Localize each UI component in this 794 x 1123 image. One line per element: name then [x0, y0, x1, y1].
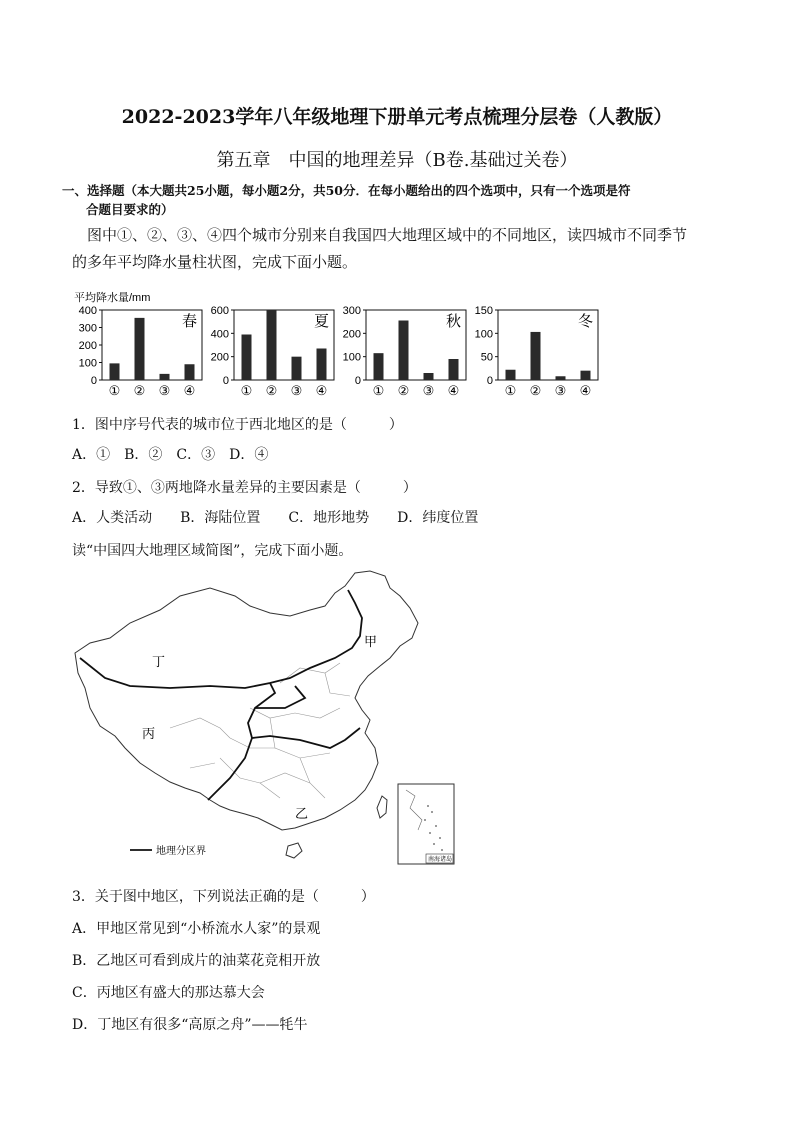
intro-paragraph-2: 读“中国四大地理区域简图”，完成下面小题。: [72, 543, 353, 559]
chart-bar: [374, 353, 384, 380]
chart-category-label: ②: [397, 383, 410, 398]
q2-stem: 2．导致①、③两地降水量差异的主要因素是（ ）: [72, 480, 417, 496]
chart-ytick-label: 200: [210, 351, 229, 364]
division-lines: [80, 590, 362, 800]
chart-bar: [424, 373, 434, 380]
chart-bar: [556, 376, 566, 380]
precipitation-chart-svg: [72, 290, 632, 400]
south-china-sea-inset: [398, 784, 454, 864]
china-regions-map: [70, 568, 460, 868]
region-label-ding: 丁: [152, 655, 166, 670]
page-title: 2022-2023学年八年级地理下册单元考点梳理分层卷（人教版）: [121, 106, 673, 128]
chart-category-label: ③: [158, 383, 171, 398]
region-label-bing: 丙: [142, 727, 156, 742]
q3-stem: 3．关于图中地区，下列说法正确的是（ ）: [72, 889, 375, 905]
question-2: [72, 477, 478, 527]
q2-options: A．人类活动 B．海陆位置 C．地形地势 D．纬度位置: [72, 510, 479, 526]
chapter-subtitle: 第五章 中国的地理差异（B卷.基础过关卷）: [216, 150, 578, 171]
section-heading: [62, 181, 742, 219]
chart-ytick-label: 100: [342, 351, 361, 364]
chart-season-label: 冬: [578, 313, 594, 330]
section-heading-line2: 合题目要求的）: [86, 202, 174, 217]
chart-bar: [506, 370, 516, 380]
chart-season-label: 春: [182, 313, 198, 330]
chart-bar: [449, 359, 459, 380]
chart-category-label: ②: [265, 383, 278, 398]
question-3: [72, 881, 375, 1041]
q3-option-c: C．丙地区有盛大的那达慕大会: [72, 985, 265, 1001]
chart-category-label: ④: [315, 383, 328, 398]
section-heading-line1: 一、选择题（本大题共25小题，每小题2分，共50分．在每小题给出的四个选项中，只有一个选项是符: [62, 183, 631, 198]
chart-ytick-label: 200: [342, 328, 361, 341]
province-boundaries: [170, 663, 350, 798]
chart-ytick-label: 0: [90, 375, 97, 387]
chart-bar: [292, 357, 302, 380]
chart-bar: [135, 318, 145, 380]
chart-ytick-label: 400: [78, 305, 97, 317]
chart-bar: [581, 371, 591, 380]
chart-category-label: ③: [422, 383, 435, 398]
chart-ytick-label: 200: [78, 340, 97, 352]
inset-label: 南海诸岛: [428, 856, 453, 863]
chart-bar: [242, 335, 252, 381]
china-outline: [75, 571, 418, 830]
chart-ytick-label: 100: [474, 328, 493, 341]
chart-season-label: 秋: [446, 313, 462, 330]
chart-bar: [267, 310, 277, 380]
chart-ytick-label: 400: [210, 328, 229, 341]
region-label-jia: 甲: [364, 635, 378, 650]
intro1-line1: 图中①、②、③、④四个城市分别来自我国四大地理区域中的不同地区，读四城市不同季节: [87, 226, 688, 244]
region-label-yi: 乙: [295, 807, 309, 822]
chart-season-label: 夏: [314, 313, 330, 330]
chart-category-label: ③: [290, 383, 303, 398]
chart-bar: [160, 374, 170, 380]
chart-ytick-label: 0: [222, 375, 229, 387]
chart-ytick-label: 0: [486, 375, 493, 387]
q3-option-a: A．甲地区常见到“小桥流水人家”的景观: [72, 921, 321, 937]
q3-option-d: D．丁地区有很多“高原之舟”——牦牛: [72, 1017, 308, 1033]
precipitation-chart: [72, 290, 632, 400]
chart-category-label: ①: [372, 383, 385, 398]
chart-ytick-label: 50: [480, 351, 493, 364]
legend-label: 地理分区界: [156, 846, 206, 857]
china-regions-map-svg: [70, 568, 460, 868]
q1-stem: 1．图中序号代表的城市位于西北地区的是（ ）: [72, 417, 403, 433]
chart-bar: [531, 332, 541, 380]
intro1-line2: 的多年平均降水量柱状图，完成下面小题。: [72, 253, 358, 271]
q3-option-b: B．乙地区可看到成片的油菜花竞相开放: [72, 953, 321, 969]
intro-paragraph-1: [72, 222, 752, 276]
chart-ytick-label: 0: [354, 375, 361, 387]
chart-category-label: ②: [529, 383, 542, 398]
chart-ylabel: 平均降水量/mm: [74, 292, 151, 304]
chart-bar: [399, 321, 409, 381]
chart-bar: [185, 364, 195, 380]
chart-category-label: ④: [183, 383, 196, 398]
chart-category-label: ②: [133, 383, 146, 398]
taiwan-island: [377, 796, 387, 818]
chart-category-label: ③: [554, 383, 567, 398]
chart-ytick-label: 300: [78, 322, 97, 335]
chart-category-label: ④: [447, 383, 460, 398]
chart-category-label: ①: [108, 383, 121, 398]
chart-category-label: ④: [579, 383, 592, 398]
hainan-island: [286, 843, 302, 858]
chart-ytick-label: 100: [78, 357, 97, 370]
question-1: [72, 414, 403, 464]
chart-ytick-label: 300: [342, 305, 361, 317]
chart-ytick-label: 600: [210, 305, 229, 317]
chart-category-label: ①: [504, 383, 517, 398]
chart-category-label: ①: [240, 383, 253, 398]
chart-bar: [317, 349, 327, 381]
chart-ytick-label: 150: [474, 305, 493, 317]
q1-options: A．① B．② C．③ D．④: [72, 447, 269, 463]
chart-bar: [110, 363, 120, 380]
